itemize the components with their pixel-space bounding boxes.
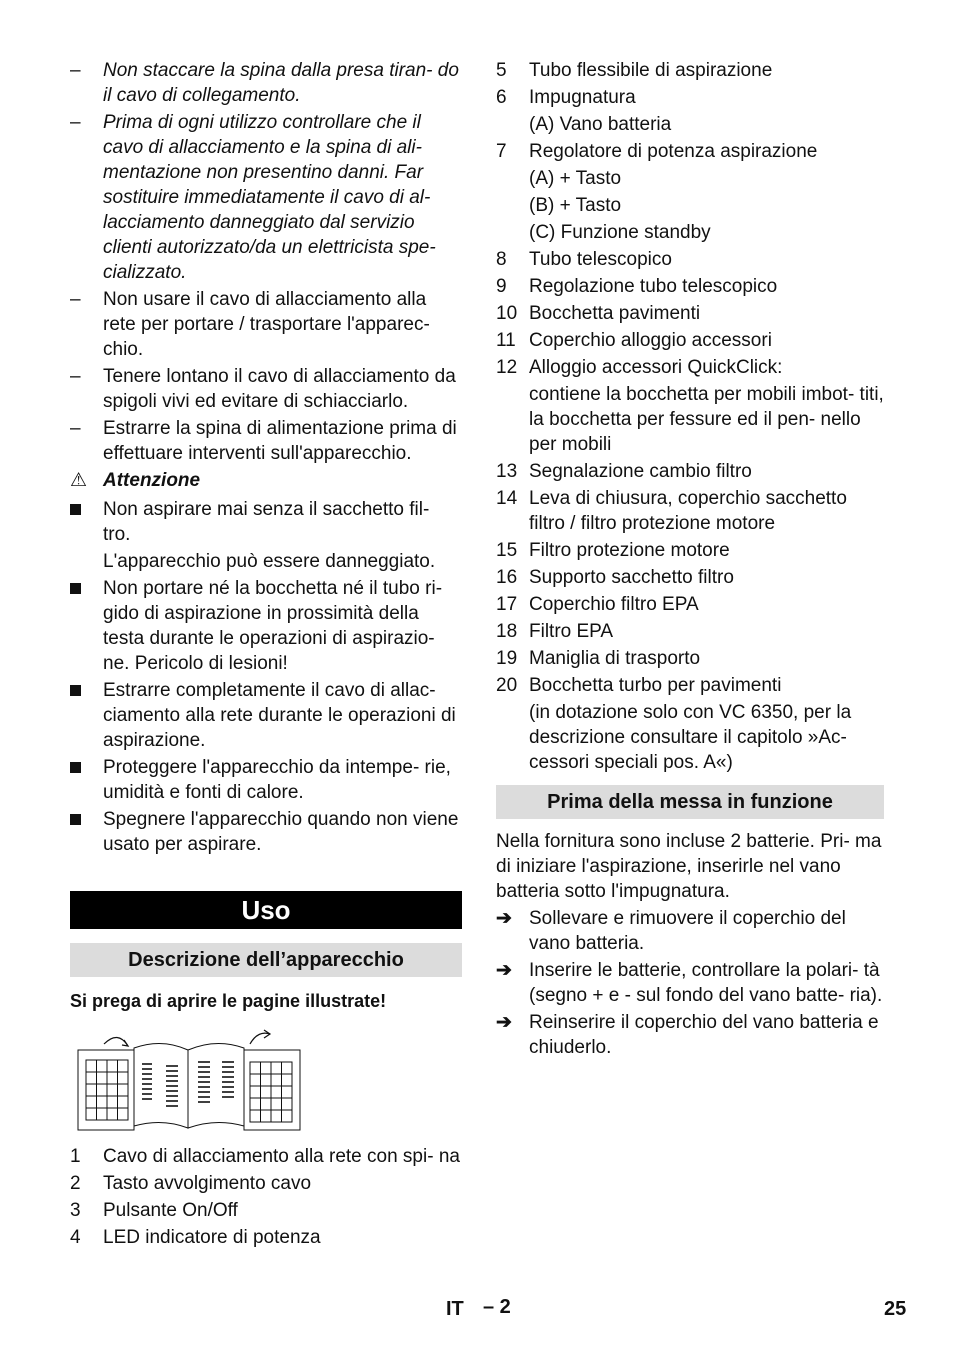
item-text: Impugnatura [529,87,636,108]
bullet [70,755,98,780]
part-sub-item: (C) Funzione standby [529,222,711,243]
item-text: Prima di ogni utilizzo controllare che il cavo di allacciamento e la spina di ali- mentazione non presentino danni. Far sostituire immediatamente il cavo di al- lacciamento danneggiato dal servizio clienti autorizzato/da un elettricista spe- cializzato. [103,112,436,283]
footer-language: IT [446,1298,464,1320]
part-item [496,58,884,83]
arrow-right-icon: ➔ [496,1012,512,1033]
part-sub-item: (in dotazione solo con VC 6350, per la descrizione consultare il capitolo »Ac- cessori speciali pos. A«) [529,702,852,773]
square-bullet-icon [70,685,81,696]
part-number: 12 [496,357,518,378]
part-number: 9 [496,276,507,297]
part-number: 16 [496,567,518,588]
item-text: Spegnere l'apparecchio quando non viene usato per aspirare. [103,809,459,855]
footer-section-page: – 2 [483,1296,511,1318]
arrow-right-icon: ➔ [496,908,512,929]
item-text: Tasto avvolgimento cavo [103,1173,312,1194]
item-text: LED indicatore di potenza [103,1227,321,1248]
item-text: Regolatore di potenza aspirazione [529,141,818,162]
item-text: Maniglia di trasporto [529,648,701,669]
dash-marker: – [70,112,81,133]
item-text: Coperchio filtro EPA [529,594,699,615]
attention-list-item [70,755,462,805]
bullet [70,497,98,522]
item-text: Non usare il cavo di allacciamento alla rete per portare / trasportare l'apparec- chio. [103,289,430,360]
item-text: Bocchetta turbo per pavimenti [529,675,782,696]
part-number: 17 [496,594,518,615]
item-text: Filtro EPA [529,621,614,642]
part-item [496,247,884,272]
step-item [496,1010,884,1060]
part-item [70,1144,462,1169]
part-number: 19 [496,648,518,669]
right-column [496,58,884,1062]
attention-item-continuation: L'apparecchio può essere danneggiato. [103,551,436,572]
part-item [70,1198,462,1223]
dash-marker: – [70,289,81,310]
dash-marker: – [70,60,81,81]
item-text: Segnalazione cambio filtro [529,461,752,482]
item-text: Bocchetta pavimenti [529,303,701,324]
dash-list-item [70,364,462,414]
part-item [70,1171,462,1196]
parts-list-right [496,58,884,775]
dash-marker: – [70,366,81,387]
item-text: Alloggio accessori QuickClick: [529,357,783,378]
item-text: Sollevare e rimuovere il coperchio del vano batteria. [529,908,846,954]
intro-paragraph: Nella fornitura sono incluse 2 batterie. Pri- ma di iniziare l'aspirazione, inserirle nel vano batteria sotto l'impugnatura. [496,831,882,902]
dash-list-item [70,287,462,362]
part-number: 18 [496,621,518,642]
part-item [496,565,884,590]
part-number: 14 [496,488,518,509]
part-number: 15 [496,540,518,561]
item-text: Regolazione tubo telescopico [529,276,778,297]
part-item [70,1225,462,1250]
part-item [496,301,884,326]
step-item [496,958,884,1008]
part-number: 11 [496,330,516,351]
item-text: Filtro protezione motore [529,540,730,561]
warning-icon: ⚠ [70,470,88,491]
part-item [496,486,884,536]
attention-list-item [70,807,462,857]
attention-label: Attenzione [103,470,201,491]
part-sub-item: (A) Vano batteria [529,114,672,135]
item-text: Inserire le batterie, controllare la polari- tà (segno + e - sul fondo del vano batte- ria). [529,960,883,1006]
item-text: Non staccare la spina dalla presa tiran- do il cavo di collegamento. [103,60,459,106]
arrow-right-icon: ➔ [496,960,512,981]
part-number: 5 [496,60,507,81]
part-sub-item: contiene la bocchetta per mobili imbot- titi, la bocchetta per fessure ed il pen- nello per mobili [529,384,884,455]
part-item [496,619,884,644]
open-pages-note: Si prega di aprire le pagine illustrate! [70,991,387,1011]
item-text: Supporto sacchetto filtro [529,567,734,588]
attention-list-item [70,576,462,676]
square-bullet-icon [70,504,81,515]
item-text: Non aspirare mai senza il sacchetto fil- tro. [103,499,430,545]
part-item [496,538,884,563]
item-text: Tenere lontano il cavo di allacciamento da spigoli vivi ed evitare di schiacciarlo. [103,366,456,412]
part-item [496,274,884,299]
parts-list-left [70,1144,462,1250]
part-number: 3 [70,1200,81,1221]
step-item [496,906,884,956]
safety-dash-list [70,58,462,466]
part-item [496,139,884,164]
item-text: Tubo telescopico [529,249,672,270]
item-text: Proteggere l'apparecchio da intempe- rie, umidità e fonti di calore. [103,757,451,803]
square-bullet-icon [70,762,81,773]
bullet [70,807,98,832]
item-text: Cavo di allacciamento alla rete con spi- na [103,1146,460,1167]
part-number: 7 [496,141,507,162]
item-text: Estrarre la spina di alimentazione prima di effettuare interventi sull'apparecchio. [103,418,457,464]
dash-list-item [70,110,462,285]
section-title-before-use: Prima della messa in funzione [496,785,884,819]
part-item [496,355,884,380]
part-number: 13 [496,461,518,482]
dash-list-item [70,416,462,466]
part-item [496,646,884,671]
item-text: Tubo flessibile di aspirazione [529,60,773,81]
footer-page-number: 25 [884,1298,907,1320]
attention-list [70,497,462,857]
left-column [70,58,462,1252]
attention-list-item [70,678,462,753]
bullet [70,678,98,703]
part-item [496,673,884,698]
square-bullet-icon [70,583,81,594]
item-text: Non portare né la bocchetta né il tubo ri- gido di aspirazione in prossimità della testa durante le operazioni di aspirazio- ne. Pericolo di lesioni! [103,578,443,674]
part-sub-item: (B) + Tasto [529,195,622,216]
part-item [496,85,884,110]
item-text: Pulsante On/Off [103,1200,238,1221]
square-bullet-icon [70,814,81,825]
item-text: Coperchio alloggio accessori [529,330,772,351]
item-text: Estrarre completamente il cavo di allac- ciamento alla rete durante le operazioni di aspirazione. [103,680,456,751]
dash-marker: – [70,418,81,439]
subsection-title: Descrizione dell’apparecchio [70,943,462,977]
part-item [496,328,884,353]
part-number: 6 [496,87,507,108]
part-number: 8 [496,249,507,270]
part-sub-item: (A) + Tasto [529,168,622,189]
bullet [70,576,98,601]
part-number: 20 [496,675,518,696]
steps-list [496,906,884,1060]
part-item [496,592,884,617]
attention-list-item [70,497,462,547]
dash-list-item [70,58,462,108]
part-number: 1 [70,1146,81,1167]
section-title-uso: Uso [70,891,462,929]
attention-heading [70,468,462,493]
item-text: Leva di chiusura, coperchio sacchetto filtro / filtro protezione motore [529,488,847,534]
item-text: Reinserire il coperchio del vano batteria e chiuderlo. [529,1012,879,1058]
part-item [496,459,884,484]
part-number: 2 [70,1173,81,1194]
part-number: 10 [496,303,518,324]
part-number: 4 [70,1227,81,1248]
open-book-illustration [70,1024,462,1136]
